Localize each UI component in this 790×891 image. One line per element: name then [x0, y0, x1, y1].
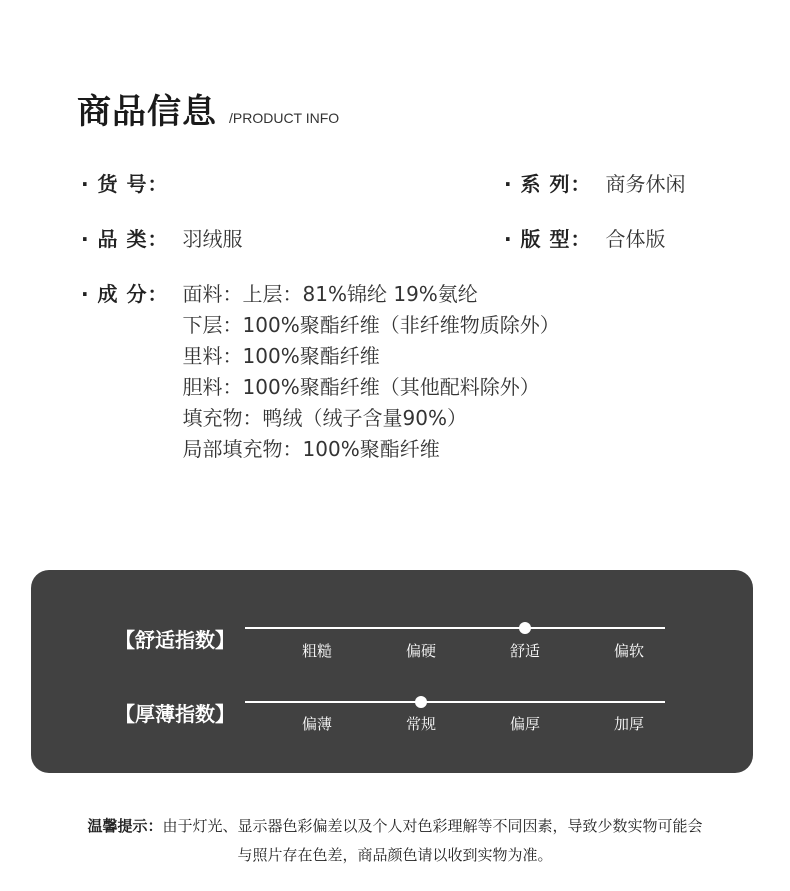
indices-panel: [31, 570, 753, 773]
composition-line: 面料：上层：81%锦纶 19%氨纶: [182, 282, 478, 306]
series-label: · 系 列：: [504, 172, 592, 196]
warm-tips: [0, 812, 790, 870]
page-title: 商品信息: [77, 92, 217, 132]
comfort-tick: 舒适: [509, 642, 540, 660]
thickness-tick: 偏厚: [509, 715, 540, 733]
composition-line: 里料：100%聚酯纤维: [182, 344, 380, 368]
comfort-tick: 粗糙: [301, 642, 332, 660]
info-row-item-no: [81, 168, 183, 197]
composition-list: [183, 280, 560, 466]
category-label: · 品 类：: [81, 227, 169, 251]
thickness-index-label: 【厚薄指数】: [115, 702, 235, 726]
tips-line-1: [0, 812, 790, 841]
thickness-tick: 常规: [405, 715, 436, 733]
item-no-label: · 货 号：: [81, 172, 169, 196]
info-row-fit: [504, 223, 666, 252]
fit-value: 合体版: [605, 227, 666, 251]
thickness-tick: 偏薄: [301, 715, 332, 733]
composition-label: · 成 分：: [81, 282, 169, 306]
section-header: [77, 84, 339, 133]
composition-line: 局部填充物：100%聚酯纤维: [182, 437, 440, 461]
thickness-tick: 加厚: [613, 715, 644, 733]
composition-line: 下层：100%聚酯纤维（非纤维物质除外）: [182, 313, 560, 337]
info-row-category: [81, 223, 243, 252]
tips-label: 温馨提示：: [87, 817, 163, 835]
tips-text-1: 由于灯光、显示器色彩偏差以及个人对色彩理解等不同因素，导致少数实物可能会: [162, 817, 703, 835]
comfort-scale-line: [245, 627, 665, 629]
comfort-indicator-dot: [519, 622, 531, 634]
thickness-scale-line: [245, 701, 665, 703]
tips-line-2: 与照片存在色差，商品颜色请以收到实物为准。: [237, 846, 553, 864]
page-subtitle: /PRODUCT INFO: [229, 110, 340, 126]
composition-line: 胆料：100%聚酯纤维（其他配料除外）: [182, 375, 540, 399]
info-row-series: [504, 168, 686, 197]
category-value: 羽绒服: [182, 227, 243, 251]
fit-label: · 版 型：: [504, 227, 592, 251]
composition-line: 填充物：鸭绒（绒子含量90%）: [182, 406, 467, 430]
info-row-composition: [81, 280, 560, 466]
series-value: 商务休闲: [605, 172, 686, 196]
thickness-indicator-dot: [415, 696, 427, 708]
comfort-tick: 偏软: [613, 642, 644, 660]
comfort-tick: 偏硬: [405, 642, 436, 660]
comfort-index-label: 【舒适指数】: [115, 628, 235, 652]
